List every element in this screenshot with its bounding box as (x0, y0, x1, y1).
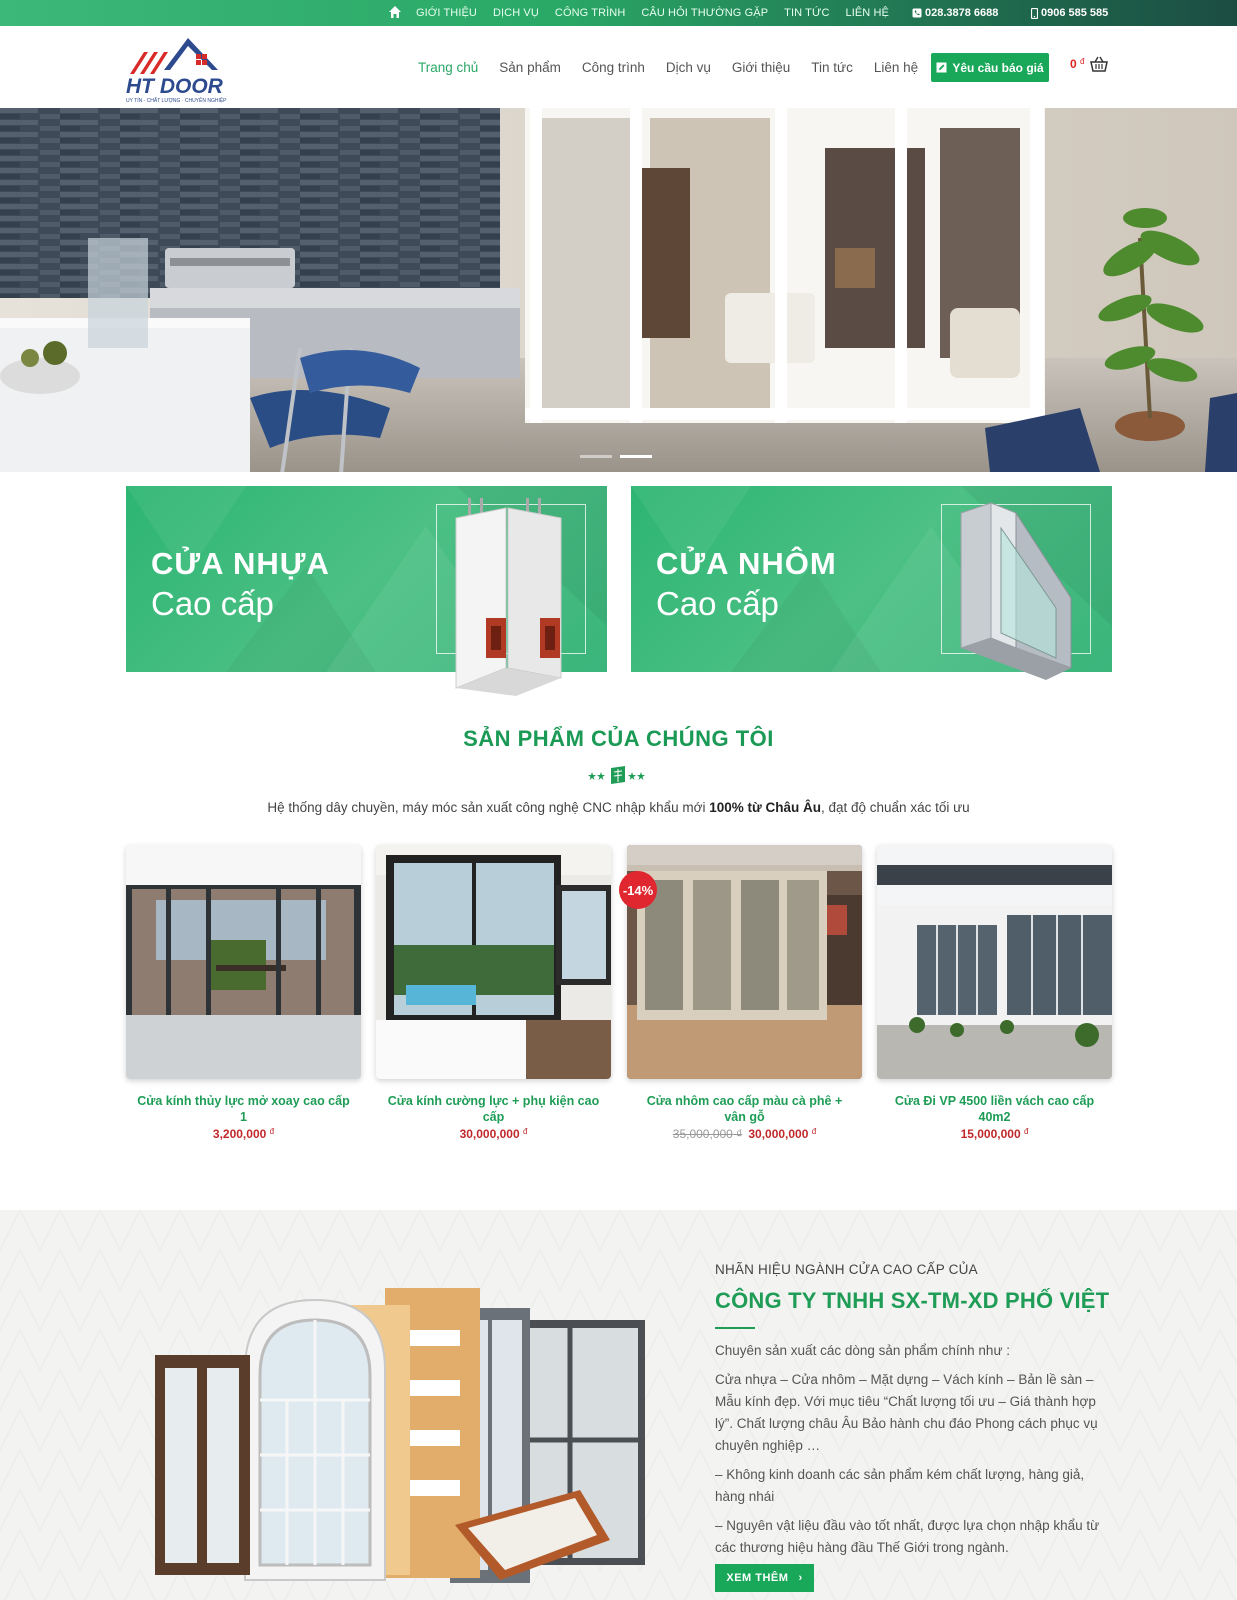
products-section-title: SẢN PHẨM CỦA CHÚNG TÔI (463, 726, 774, 751)
product-price: 35,000,000 ₫ 30,000,000 $^đ$ (672, 1127, 817, 1141)
aluminium-profile-image (956, 498, 1081, 683)
phone-number: 028.3878 6688 (925, 7, 999, 19)
product-card[interactable] (126, 845, 361, 1141)
quote-request-button[interactable] (931, 53, 1049, 82)
product-name[interactable]: Cửa Đi VP 4500 liền vách cao cấp 40m2 (894, 1094, 1095, 1124)
about-paragraph: – Không kinh doanh các sản phẩm kém chất lượng, hàng giả, hàng nhái (715, 1467, 1085, 1504)
nav-tin-tuc[interactable]: Tin tức (811, 59, 853, 75)
about-eyebrow: NHÃN HIỆU NGÀNH CỬA CAO CẤP CỦA (715, 1262, 978, 1277)
top-nav (416, 0, 889, 26)
edit-icon (936, 62, 947, 73)
mobile-icon (1031, 8, 1038, 19)
old-price: 35,000,000 ₫ (672, 1127, 743, 1141)
chevron-right-icon: › (798, 1572, 803, 1584)
discount-badge: -14% (619, 871, 657, 909)
about-section (0, 1210, 1237, 1600)
product-price: 30,000,000 $^đ$ (459, 1127, 528, 1141)
logo-tagline: UY TÍN · CHẤT LƯỢNG · CHUYÊN NGHIỆP (126, 98, 227, 104)
phone-contact[interactable] (912, 0, 998, 26)
top-nav-cong-trinh[interactable]: CÔNG TRÌNH (554, 7, 626, 19)
product-photo (126, 845, 361, 1079)
category-title: CỬA NHÔM (656, 546, 837, 581)
nav-gioi-thieu[interactable]: Giới thiệu (731, 59, 791, 75)
product-card[interactable] (622, 845, 862, 1141)
main-nav (418, 26, 918, 108)
nav-san-pham[interactable]: Sản phẩm (499, 59, 561, 75)
category-subtitle: Cao cấp (656, 585, 779, 622)
nav-cong-trinh[interactable]: Công trình (581, 59, 645, 75)
about-text (715, 1340, 1105, 1566)
product-price: 3,200,000 $^đ$ (212, 1127, 275, 1141)
upvc-profile-image (446, 498, 576, 696)
hero-slider[interactable] (0, 108, 1237, 472)
nav-dich-vu[interactable]: Dịch vụ (665, 59, 711, 75)
product-photo (376, 845, 611, 1079)
slider-dots (580, 455, 652, 458)
product-name[interactable]: Cửa kính thủy lực mở xoay cao cấp 1 (137, 1094, 350, 1124)
home-icon[interactable] (388, 5, 402, 19)
hero-image (0, 108, 1237, 472)
about-paragraph: Cửa nhựa – Cửa nhôm – Mặt dựng – Vách kính – Bản lề sàn – Mẫu kính đẹp. Với mục tiêu “Chất lượng tối ưu – Giá thành hợp lý”. Chất lượng châu Âu Bảo hành chu đáo Phong cách phục vụ chuyên nghiệp … (715, 1372, 1098, 1453)
cart-amount: 0 $^đ$ (1070, 57, 1085, 71)
read-more-label: XEM THÊM (726, 1572, 789, 1584)
quote-request-label: Yêu cầu báo giá (952, 60, 1044, 75)
product-image[interactable] (126, 845, 361, 1079)
section-divider-icon (585, 764, 651, 786)
nav-trang-chu[interactable]: Trang chủ (418, 59, 479, 75)
about-paragraph: – Nguyên vật liệu đầu vào tốt nhất, được lựa chọn nhập khẩu từ các thương hiệu hàng đầu Thế Giới trong ngành. (715, 1518, 1100, 1555)
product-image[interactable] (627, 845, 862, 1079)
product-image[interactable] (376, 845, 611, 1079)
about-paragraph: Chuyên sản xuất các dòng sản phẩm chính như : (715, 1343, 1010, 1358)
product-photo (627, 845, 862, 1079)
mobile-contact[interactable] (1031, 0, 1108, 26)
category-banner-plastic[interactable] (126, 486, 607, 672)
basket-icon (1090, 56, 1108, 72)
category-subtitle: Cao cấp (151, 585, 274, 622)
product-price: 15,000,000 $^đ$ (960, 1127, 1029, 1141)
top-bar (0, 0, 1237, 26)
logo-text: HT DOOR (126, 75, 223, 98)
main-header (0, 26, 1237, 108)
top-nav-dich-vu[interactable]: DỊCH VỤ (492, 7, 539, 19)
product-card[interactable] (376, 845, 611, 1141)
products-section-description: Hệ thống dây chuyền, máy móc sản xuất công nghệ CNC nhập khẩu mới 100% từ Châu Âu, đạt độ chuẩn xác tối ưu (267, 800, 970, 815)
category-banner-aluminium[interactable] (631, 486, 1112, 672)
ht-door-logo[interactable] (126, 30, 250, 104)
read-more-button[interactable] (715, 1564, 814, 1592)
slider-dot-2[interactable] (620, 455, 652, 458)
slider-dot-1[interactable] (580, 455, 612, 458)
top-nav-gioi-thieu[interactable]: GIỚI THIỆU (416, 7, 477, 19)
top-nav-faq[interactable]: CÂU HỎI THƯỜNG GẶP (641, 7, 769, 19)
top-nav-tin-tuc[interactable]: TIN TỨC (784, 7, 830, 19)
product-photo (877, 845, 1112, 1079)
title-underline (715, 1327, 755, 1329)
product-name[interactable]: Cửa nhôm cao cấp màu cà phê + vân gỗ (646, 1094, 843, 1124)
category-title: CỬA NHỰA (151, 546, 330, 581)
phone-icon (912, 8, 922, 18)
top-nav-lien-he[interactable]: LIÊN HỆ (845, 7, 889, 19)
door-collection-image (150, 1280, 660, 1590)
mobile-number: 0906 585 585 (1041, 7, 1109, 19)
nav-lien-he[interactable]: Liên hệ (873, 59, 919, 75)
about-title: CÔNG TY TNHH SX-TM-XD PHỐ VIỆT (715, 1288, 1110, 1313)
product-name[interactable]: Cửa kính cường lực + phụ kiện cao cấp (387, 1094, 600, 1124)
product-card[interactable] (877, 845, 1112, 1141)
product-image[interactable] (877, 845, 1112, 1079)
cart[interactable] (1070, 56, 1108, 72)
